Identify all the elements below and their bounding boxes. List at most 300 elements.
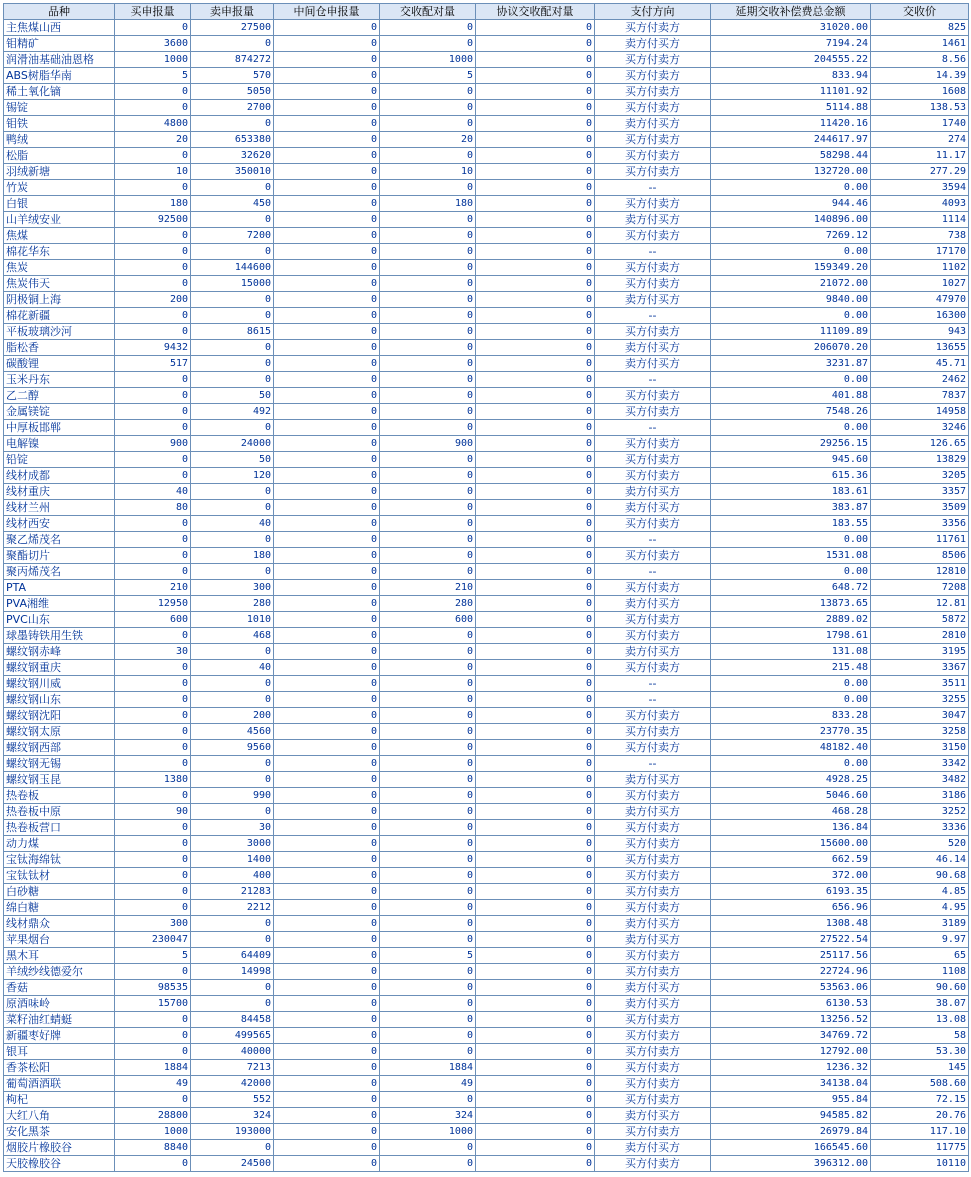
- cell-delivery-price: 17170: [871, 244, 969, 260]
- cell-deferred-compensation-total: 132720.00: [711, 164, 871, 180]
- cell-variety: 锡锭: [4, 100, 115, 116]
- cell-buy-declared: 0: [115, 740, 191, 756]
- cell-sell-declared: 0: [191, 644, 274, 660]
- cell-variety: 线材成都: [4, 468, 115, 484]
- cell-agreement-delivery-matched: 0: [476, 116, 595, 132]
- cell-delivery-matched: 0: [380, 388, 476, 404]
- cell-payment-direction: 买方付卖方: [595, 68, 711, 84]
- cell-buy-declared: 0: [115, 308, 191, 324]
- cell-deferred-compensation-total: 396312.00: [711, 1156, 871, 1172]
- cell-buy-declared: 0: [115, 468, 191, 484]
- cell-delivery-price: 117.10: [871, 1124, 969, 1140]
- cell-delivery-matched: 0: [380, 788, 476, 804]
- cell-delivery-matched: 0: [380, 100, 476, 116]
- cell-agreement-delivery-matched: 0: [476, 468, 595, 484]
- table-row: [4, 1108, 969, 1124]
- cell-delivery-matched: 280: [380, 596, 476, 612]
- table-row: [4, 1012, 969, 1028]
- cell-middle-warehouse-declared: 0: [274, 468, 380, 484]
- cell-sell-declared: 0: [191, 356, 274, 372]
- cell-delivery-matched: 0: [380, 1140, 476, 1156]
- cell-sell-declared: 24500: [191, 1156, 274, 1172]
- cell-variety: PTA: [4, 580, 115, 596]
- cell-buy-declared: 0: [115, 244, 191, 260]
- table-header-row: [4, 4, 969, 20]
- cell-variety: 脂松香: [4, 340, 115, 356]
- cell-deferred-compensation-total: 4928.25: [711, 772, 871, 788]
- cell-buy-declared: 0: [115, 516, 191, 532]
- cell-agreement-delivery-matched: 0: [476, 1124, 595, 1140]
- cell-buy-declared: 30: [115, 644, 191, 660]
- cell-sell-declared: 499565: [191, 1028, 274, 1044]
- cell-middle-warehouse-declared: 0: [274, 692, 380, 708]
- cell-agreement-delivery-matched: 0: [476, 612, 595, 628]
- cell-delivery-matched: 180: [380, 196, 476, 212]
- cell-agreement-delivery-matched: 0: [476, 484, 595, 500]
- table-row: [4, 740, 969, 756]
- cell-buy-declared: 300: [115, 916, 191, 932]
- cell-buy-declared: 0: [115, 884, 191, 900]
- cell-delivery-matched: 0: [380, 820, 476, 836]
- cell-agreement-delivery-matched: 0: [476, 676, 595, 692]
- cell-payment-direction: 买方付卖方: [595, 548, 711, 564]
- cell-payment-direction: --: [595, 420, 711, 436]
- table-row: [4, 36, 969, 52]
- cell-delivery-price: 38.07: [871, 996, 969, 1012]
- table-row: [4, 1076, 969, 1092]
- cell-sell-declared: 2212: [191, 900, 274, 916]
- cell-deferred-compensation-total: 34138.04: [711, 1076, 871, 1092]
- cell-deferred-compensation-total: 7548.26: [711, 404, 871, 420]
- cell-agreement-delivery-matched: 0: [476, 388, 595, 404]
- cell-sell-declared: 4560: [191, 724, 274, 740]
- cell-middle-warehouse-declared: 0: [274, 228, 380, 244]
- cell-payment-direction: 买方付卖方: [595, 1092, 711, 1108]
- cell-deferred-compensation-total: 0.00: [711, 564, 871, 580]
- table-row: [4, 148, 969, 164]
- header-delivery-matched: 交收配对量: [380, 4, 476, 20]
- header-middle-warehouse-declared: 中间仓申报量: [274, 4, 380, 20]
- cell-deferred-compensation-total: 5046.60: [711, 788, 871, 804]
- cell-buy-declared: 12950: [115, 596, 191, 612]
- cell-buy-declared: 0: [115, 788, 191, 804]
- cell-payment-direction: 买方付卖方: [595, 1028, 711, 1044]
- cell-deferred-compensation-total: 34769.72: [711, 1028, 871, 1044]
- cell-delivery-price: 11.17: [871, 148, 969, 164]
- cell-agreement-delivery-matched: 0: [476, 740, 595, 756]
- cell-middle-warehouse-declared: 0: [274, 116, 380, 132]
- cell-middle-warehouse-declared: 0: [274, 244, 380, 260]
- cell-delivery-matched: 0: [380, 804, 476, 820]
- table-row: [4, 404, 969, 420]
- cell-delivery-matched: 0: [380, 452, 476, 468]
- cell-delivery-matched: 324: [380, 1108, 476, 1124]
- table-row: [4, 1124, 969, 1140]
- cell-delivery-matched: 0: [380, 852, 476, 868]
- cell-middle-warehouse-declared: 0: [274, 324, 380, 340]
- cell-delivery-price: 145: [871, 1060, 969, 1076]
- cell-delivery-matched: 0: [380, 228, 476, 244]
- cell-buy-declared: 0: [115, 836, 191, 852]
- cell-sell-declared: 0: [191, 692, 274, 708]
- cell-variety: 羽绒新塘: [4, 164, 115, 180]
- cell-middle-warehouse-declared: 0: [274, 100, 380, 116]
- cell-buy-declared: 0: [115, 100, 191, 116]
- cell-sell-declared: 280: [191, 596, 274, 612]
- cell-agreement-delivery-matched: 0: [476, 1044, 595, 1060]
- cell-buy-declared: 0: [115, 84, 191, 100]
- cell-deferred-compensation-total: 1308.48: [711, 916, 871, 932]
- cell-middle-warehouse-declared: 0: [274, 196, 380, 212]
- cell-middle-warehouse-declared: 0: [274, 804, 380, 820]
- cell-variety: 螺纹钢川威: [4, 676, 115, 692]
- cell-deferred-compensation-total: 13256.52: [711, 1012, 871, 1028]
- cell-delivery-price: 277.29: [871, 164, 969, 180]
- cell-payment-direction: 买方付卖方: [595, 1124, 711, 1140]
- cell-deferred-compensation-total: 955.84: [711, 1092, 871, 1108]
- cell-deferred-compensation-total: 58298.44: [711, 148, 871, 164]
- cell-payment-direction: 买方付卖方: [595, 260, 711, 276]
- cell-sell-declared: 15000: [191, 276, 274, 292]
- cell-middle-warehouse-declared: 0: [274, 932, 380, 948]
- cell-variety: 中厚板邯郸: [4, 420, 115, 436]
- cell-agreement-delivery-matched: 0: [476, 356, 595, 372]
- cell-variety: 螺纹钢重庆: [4, 660, 115, 676]
- cell-delivery-price: 7837: [871, 388, 969, 404]
- cell-variety: 阴极铜上海: [4, 292, 115, 308]
- cell-payment-direction: 卖方付买方: [595, 1140, 711, 1156]
- table-row: [4, 260, 969, 276]
- cell-buy-declared: 0: [115, 1156, 191, 1172]
- cell-buy-declared: 1000: [115, 1124, 191, 1140]
- cell-middle-warehouse-declared: 0: [274, 212, 380, 228]
- cell-deferred-compensation-total: 204555.22: [711, 52, 871, 68]
- table-row: [4, 1156, 969, 1172]
- table-row: [4, 388, 969, 404]
- cell-delivery-matched: 0: [380, 356, 476, 372]
- cell-delivery-matched: 0: [380, 868, 476, 884]
- cell-middle-warehouse-declared: 0: [274, 916, 380, 932]
- cell-payment-direction: 买方付卖方: [595, 228, 711, 244]
- cell-deferred-compensation-total: 615.36: [711, 468, 871, 484]
- cell-delivery-price: 4.95: [871, 900, 969, 916]
- cell-sell-declared: 42000: [191, 1076, 274, 1092]
- cell-delivery-matched: 0: [380, 324, 476, 340]
- cell-variety: 焦炭: [4, 260, 115, 276]
- cell-middle-warehouse-declared: 0: [274, 964, 380, 980]
- cell-buy-declared: 80: [115, 500, 191, 516]
- cell-delivery-price: 90.68: [871, 868, 969, 884]
- cell-buy-declared: 0: [115, 756, 191, 772]
- table-row: [4, 628, 969, 644]
- cell-variety: 白银: [4, 196, 115, 212]
- cell-delivery-price: 45.71: [871, 356, 969, 372]
- cell-delivery-price: 47970: [871, 292, 969, 308]
- table-row: [4, 68, 969, 84]
- cell-sell-declared: 30: [191, 820, 274, 836]
- cell-variety: 螺纹钢西部: [4, 740, 115, 756]
- cell-agreement-delivery-matched: 0: [476, 1092, 595, 1108]
- cell-delivery-matched: 5: [380, 68, 476, 84]
- table-row: [4, 564, 969, 580]
- cell-delivery-matched: 0: [380, 20, 476, 36]
- cell-deferred-compensation-total: 166545.60: [711, 1140, 871, 1156]
- table-row: [4, 340, 969, 356]
- cell-delivery-price: 72.15: [871, 1092, 969, 1108]
- cell-delivery-matched: 0: [380, 180, 476, 196]
- cell-deferred-compensation-total: 0.00: [711, 372, 871, 388]
- cell-variety: 宝钛海绵钛: [4, 852, 115, 868]
- cell-delivery-price: 520: [871, 836, 969, 852]
- cell-middle-warehouse-declared: 0: [274, 740, 380, 756]
- cell-variety: 苹果烟台: [4, 932, 115, 948]
- cell-buy-declared: 0: [115, 724, 191, 740]
- cell-sell-declared: 120: [191, 468, 274, 484]
- cell-agreement-delivery-matched: 0: [476, 500, 595, 516]
- cell-deferred-compensation-total: 136.84: [711, 820, 871, 836]
- table-row: [4, 868, 969, 884]
- cell-sell-declared: 0: [191, 804, 274, 820]
- cell-delivery-matched: 0: [380, 548, 476, 564]
- cell-sell-declared: 0: [191, 772, 274, 788]
- cell-deferred-compensation-total: 48182.40: [711, 740, 871, 756]
- table-row: [4, 708, 969, 724]
- table-row: [4, 212, 969, 228]
- cell-agreement-delivery-matched: 0: [476, 148, 595, 164]
- cell-buy-declared: 230047: [115, 932, 191, 948]
- cell-agreement-delivery-matched: 0: [476, 852, 595, 868]
- table-row: [4, 436, 969, 452]
- cell-variety: 安化黑茶: [4, 1124, 115, 1140]
- cell-deferred-compensation-total: 25117.56: [711, 948, 871, 964]
- cell-payment-direction: 卖方付买方: [595, 340, 711, 356]
- cell-agreement-delivery-matched: 0: [476, 228, 595, 244]
- cell-delivery-price: 3342: [871, 756, 969, 772]
- cell-middle-warehouse-declared: 0: [274, 308, 380, 324]
- cell-delivery-price: 943: [871, 324, 969, 340]
- cell-variety: 线材鼎众: [4, 916, 115, 932]
- cell-delivery-price: 13.08: [871, 1012, 969, 1028]
- cell-buy-declared: 92500: [115, 212, 191, 228]
- cell-payment-direction: 买方付卖方: [595, 452, 711, 468]
- cell-payment-direction: 卖方付买方: [595, 804, 711, 820]
- cell-delivery-matched: 0: [380, 884, 476, 900]
- cell-middle-warehouse-declared: 0: [274, 148, 380, 164]
- cell-agreement-delivery-matched: 0: [476, 212, 595, 228]
- table-row: [4, 1092, 969, 1108]
- table-row: [4, 420, 969, 436]
- cell-payment-direction: 买方付卖方: [595, 852, 711, 868]
- table-row: [4, 804, 969, 820]
- cell-payment-direction: 买方付卖方: [595, 148, 711, 164]
- cell-deferred-compensation-total: 2889.02: [711, 612, 871, 628]
- cell-middle-warehouse-declared: 0: [274, 484, 380, 500]
- cell-sell-declared: 7213: [191, 1060, 274, 1076]
- cell-agreement-delivery-matched: 0: [476, 532, 595, 548]
- table-row: [4, 772, 969, 788]
- cell-delivery-price: 3150: [871, 740, 969, 756]
- cell-middle-warehouse-declared: 0: [274, 1012, 380, 1028]
- cell-agreement-delivery-matched: 0: [476, 324, 595, 340]
- cell-sell-declared: 0: [191, 564, 274, 580]
- cell-delivery-price: 3357: [871, 484, 969, 500]
- cell-deferred-compensation-total: 662.59: [711, 852, 871, 868]
- table-row: [4, 52, 969, 68]
- table-row: [4, 132, 969, 148]
- cell-variety: 聚乙烯茂名: [4, 532, 115, 548]
- cell-sell-declared: 64409: [191, 948, 274, 964]
- cell-delivery-price: 3356: [871, 516, 969, 532]
- cell-payment-direction: 买方付卖方: [595, 468, 711, 484]
- cell-payment-direction: 卖方付买方: [595, 500, 711, 516]
- cell-middle-warehouse-declared: 0: [274, 292, 380, 308]
- cell-agreement-delivery-matched: 0: [476, 692, 595, 708]
- cell-delivery-price: 65: [871, 948, 969, 964]
- cell-agreement-delivery-matched: 0: [476, 772, 595, 788]
- cell-delivery-price: 11761: [871, 532, 969, 548]
- cell-payment-direction: 买方付卖方: [595, 516, 711, 532]
- cell-middle-warehouse-declared: 0: [274, 612, 380, 628]
- cell-deferred-compensation-total: 401.88: [711, 388, 871, 404]
- cell-delivery-price: 3195: [871, 644, 969, 660]
- cell-sell-declared: 180: [191, 548, 274, 564]
- cell-delivery-matched: 0: [380, 212, 476, 228]
- cell-delivery-matched: 0: [380, 996, 476, 1012]
- cell-variety: 黑木耳: [4, 948, 115, 964]
- cell-deferred-compensation-total: 7269.12: [711, 228, 871, 244]
- table-row: [4, 788, 969, 804]
- cell-middle-warehouse-declared: 0: [274, 180, 380, 196]
- cell-payment-direction: 卖方付买方: [595, 996, 711, 1012]
- cell-payment-direction: 买方付卖方: [595, 52, 711, 68]
- cell-middle-warehouse-declared: 0: [274, 724, 380, 740]
- cell-variety: PVC山东: [4, 612, 115, 628]
- cell-delivery-matched: 0: [380, 84, 476, 100]
- cell-payment-direction: 买方付卖方: [595, 948, 711, 964]
- cell-deferred-compensation-total: 648.72: [711, 580, 871, 596]
- cell-buy-declared: 900: [115, 436, 191, 452]
- cell-buy-declared: 0: [115, 820, 191, 836]
- cell-payment-direction: 买方付卖方: [595, 884, 711, 900]
- cell-agreement-delivery-matched: 0: [476, 308, 595, 324]
- cell-delivery-price: 4093: [871, 196, 969, 212]
- cell-deferred-compensation-total: 5114.88: [711, 100, 871, 116]
- cell-variety: 螺纹钢无锡: [4, 756, 115, 772]
- cell-variety: 白砂糖: [4, 884, 115, 900]
- cell-deferred-compensation-total: 26979.84: [711, 1124, 871, 1140]
- cell-middle-warehouse-declared: 0: [274, 676, 380, 692]
- cell-delivery-matched: 0: [380, 676, 476, 692]
- cell-middle-warehouse-declared: 0: [274, 532, 380, 548]
- cell-delivery-price: 126.65: [871, 436, 969, 452]
- cell-deferred-compensation-total: 29256.15: [711, 436, 871, 452]
- cell-variety: 电解镍: [4, 436, 115, 452]
- cell-variety: 平板玻璃沙河: [4, 324, 115, 340]
- cell-delivery-price: 14958: [871, 404, 969, 420]
- cell-delivery-matched: 0: [380, 372, 476, 388]
- cell-agreement-delivery-matched: 0: [476, 68, 595, 84]
- cell-sell-declared: 7200: [191, 228, 274, 244]
- cell-payment-direction: 卖方付买方: [595, 1108, 711, 1124]
- cell-sell-declared: 653380: [191, 132, 274, 148]
- cell-delivery-price: 3482: [871, 772, 969, 788]
- table-row: [4, 980, 969, 996]
- cell-delivery-price: 3246: [871, 420, 969, 436]
- cell-middle-warehouse-declared: 0: [274, 452, 380, 468]
- table-row: [4, 1140, 969, 1156]
- cell-variety: 聚酯切片: [4, 548, 115, 564]
- cell-delivery-matched: 0: [380, 660, 476, 676]
- cell-delivery-price: 46.14: [871, 852, 969, 868]
- cell-variety: 玉米丹东: [4, 372, 115, 388]
- cell-buy-declared: 0: [115, 708, 191, 724]
- header-agreement-delivery-matched: 协议交收配对量: [476, 4, 595, 20]
- cell-delivery-price: 3258: [871, 724, 969, 740]
- cell-middle-warehouse-declared: 0: [274, 500, 380, 516]
- cell-buy-declared: 40: [115, 484, 191, 500]
- cell-variety: 焦炭伟天: [4, 276, 115, 292]
- cell-payment-direction: 买方付卖方: [595, 1044, 711, 1060]
- cell-deferred-compensation-total: 9840.00: [711, 292, 871, 308]
- cell-sell-declared: 9560: [191, 740, 274, 756]
- cell-deferred-compensation-total: 833.28: [711, 708, 871, 724]
- cell-buy-declared: 0: [115, 1028, 191, 1044]
- cell-agreement-delivery-matched: 0: [476, 180, 595, 196]
- cell-delivery-matched: 0: [380, 1044, 476, 1060]
- cell-delivery-matched: 0: [380, 692, 476, 708]
- cell-variety: 聚丙烯茂名: [4, 564, 115, 580]
- cell-sell-declared: 552: [191, 1092, 274, 1108]
- table-row: [4, 644, 969, 660]
- cell-delivery-matched: 0: [380, 404, 476, 420]
- cell-buy-declared: 0: [115, 420, 191, 436]
- cell-delivery-price: 58: [871, 1028, 969, 1044]
- cell-deferred-compensation-total: 0.00: [711, 676, 871, 692]
- cell-deferred-compensation-total: 215.48: [711, 660, 871, 676]
- cell-sell-declared: 144600: [191, 260, 274, 276]
- cell-middle-warehouse-declared: 0: [274, 388, 380, 404]
- cell-payment-direction: 买方付卖方: [595, 900, 711, 916]
- cell-agreement-delivery-matched: 0: [476, 596, 595, 612]
- cell-deferred-compensation-total: 0.00: [711, 308, 871, 324]
- cell-variety: 润滑油基础油恩格: [4, 52, 115, 68]
- cell-agreement-delivery-matched: 0: [476, 964, 595, 980]
- cell-delivery-matched: 0: [380, 116, 476, 132]
- cell-sell-declared: 0: [191, 340, 274, 356]
- cell-buy-declared: 0: [115, 660, 191, 676]
- cell-deferred-compensation-total: 22724.96: [711, 964, 871, 980]
- cell-delivery-price: 3186: [871, 788, 969, 804]
- cell-payment-direction: 买方付卖方: [595, 100, 711, 116]
- cell-sell-declared: 193000: [191, 1124, 274, 1140]
- cell-middle-warehouse-declared: 0: [274, 420, 380, 436]
- cell-middle-warehouse-declared: 0: [274, 580, 380, 596]
- table-row: [4, 836, 969, 852]
- cell-delivery-matched: 0: [380, 564, 476, 580]
- cell-middle-warehouse-declared: 0: [274, 340, 380, 356]
- cell-variety: 乙二醇: [4, 388, 115, 404]
- table-row: [4, 484, 969, 500]
- cell-agreement-delivery-matched: 0: [476, 436, 595, 452]
- cell-variety: 线材兰州: [4, 500, 115, 516]
- table-row: [4, 276, 969, 292]
- cell-agreement-delivery-matched: 0: [476, 1060, 595, 1076]
- cell-payment-direction: 买方付卖方: [595, 164, 711, 180]
- cell-agreement-delivery-matched: 0: [476, 804, 595, 820]
- cell-middle-warehouse-declared: 0: [274, 84, 380, 100]
- cell-middle-warehouse-declared: 0: [274, 708, 380, 724]
- cell-delivery-matched: 0: [380, 276, 476, 292]
